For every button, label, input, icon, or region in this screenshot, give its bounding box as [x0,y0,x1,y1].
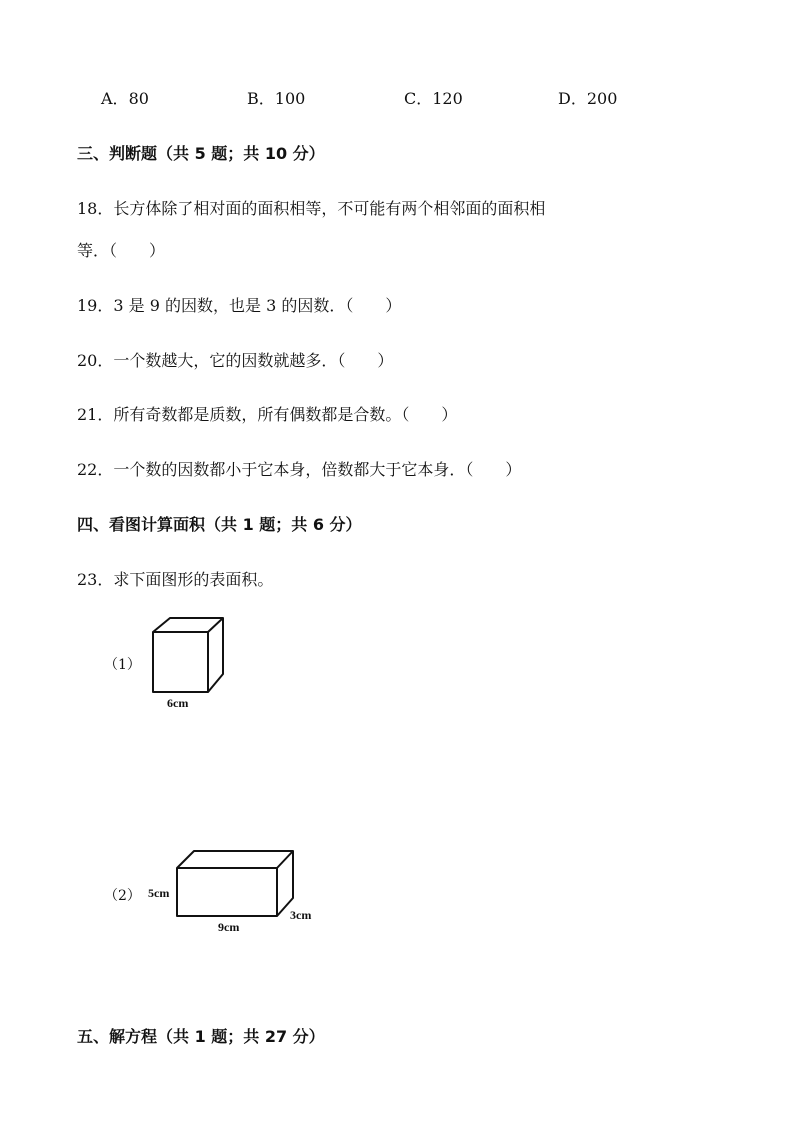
option-b: B．100 [247,89,306,108]
cube-figure [148,614,228,699]
question-22: 22．一个数的因数都小于它本身，倍数都大于它本身．（ ） [77,460,522,479]
cuboid-width-label: 3cm [290,908,312,922]
cuboid-height-label: 5cm [148,886,170,900]
option-d: D．200 [558,89,618,108]
cuboid-figure [174,848,299,923]
section-5-title: 五、解方程（共 1 题；共 27 分） [77,1027,325,1046]
question-23: 23．求下面图形的表面积。 [77,570,274,589]
question-18-line2: 等．（ ） [77,241,166,260]
question-20: 20．一个数越大，它的因数就越多．（ ） [77,351,394,370]
question-19: 19．3 是 9 的因数，也是 3 的因数．（ ） [77,296,402,315]
cube-front-face [153,632,208,692]
cube-top-face [153,618,223,632]
figure-2-label: （2） [104,888,141,904]
section-3-title: 三、判断题（共 5 题；共 10 分） [77,144,325,163]
cuboid-length-label: 9cm [218,920,240,934]
figure-1-label: （1） [104,657,141,673]
cuboid-top-face [177,851,293,868]
cuboid-front-face [177,868,277,916]
question-21: 21．所有奇数都是质数，所有偶数都是合数。（ ） [77,405,458,424]
section-4-title: 四、看图计算面积（共 1 题；共 6 分） [77,515,362,534]
option-c: C．120 [404,89,463,108]
option-a: A．80 [101,89,149,108]
cube-edge-label: 6cm [167,696,189,710]
question-18: 18．长方体除了相对面的面积相等，不可能有两个相邻面的面积相 [77,199,546,218]
